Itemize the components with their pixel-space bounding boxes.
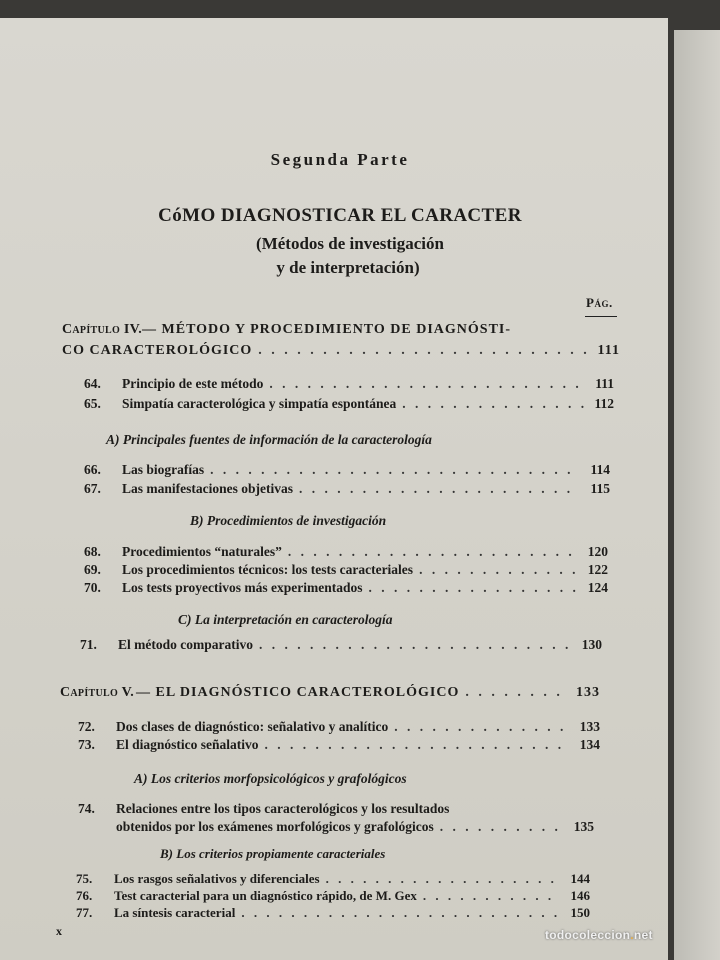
entry-page: 112 [594,396,614,411]
entry-text: La síntesis caracterial [114,905,236,920]
subtitle-line-2: y de interpretación) [276,258,420,277]
entry-number: 67. [84,481,101,496]
toc-entry [84,396,614,412]
toc-entry [84,544,608,560]
entry-text: Los procedimientos técnicos: los tests caracteriales [122,562,414,577]
leader-dots [423,888,560,904]
toc-entry [84,462,610,478]
part-heading: Segunda Parte [270,150,410,169]
leader-dots [288,544,578,560]
entry-page: 111 [595,376,614,391]
chapter-4-line-1 [62,322,620,338]
entry-page: 146 [570,888,590,903]
leader-dots [259,637,572,653]
entry-page: 120 [587,544,608,559]
leader-dots [419,562,578,578]
entry-text: Simpatía caracterológica y simpatía espontánea [122,396,397,411]
entry-number: 73. [78,737,95,752]
watermark-right: net [633,928,653,942]
chapter-4-title-1: — MÉTODO Y PROCEDIMIENTO DE DIAGNÓSTI- [142,322,512,337]
entry-text: Procedimientos “naturales” [122,544,282,559]
entry-page: 144 [570,871,590,886]
watermark [545,928,653,942]
entry-page: 133 [579,719,600,734]
entry-page: 135 [573,819,594,834]
entry-number: 70. [84,580,101,595]
entry-page: 114 [590,462,610,477]
entry-number: 75. [76,871,93,886]
entry-number: 76. [76,888,93,903]
entry-page: 150 [570,905,590,920]
chapter-4-page: 111 [597,343,620,358]
toc-entry [80,637,602,653]
toc-entry [76,888,590,904]
section-heading: C) La interpretación en caracterología [178,612,393,627]
chapter-4-title-2: CO CARACTEROLÓGICO [62,343,253,358]
page-column-label: Pág. [586,295,613,310]
leader-dots [326,871,560,887]
entry-text: Los rasgos señalativos y diferenciales [114,871,320,886]
leader-dots [258,343,590,359]
entry-text: Principio de este método [122,376,264,391]
entry-number: 69. [84,562,101,577]
section-heading: B) Los criterios propiamente caracteriales [160,846,386,861]
entry-page: 130 [581,637,602,652]
section-heading: A) Principales fuentes de información de la caracterología [106,432,432,447]
toc-entry [84,376,614,392]
chapter-4-line-2 [62,343,620,359]
leader-dots [402,396,584,412]
leader-dots [465,685,570,701]
entry-page: 124 [587,580,608,595]
chapter-5-label: Capítulo V. [60,685,135,700]
leader-dots [299,481,580,497]
entry-text: Los tests proyectivos más experimentados [122,580,363,595]
leader-dots [394,719,570,735]
toc-entry [76,871,590,887]
facing-page-edge [674,30,720,960]
watermark-left: todocoleccion [545,928,631,942]
toc-entry [84,562,608,578]
subtitle-line-1: (Métodos de investigación [256,234,444,253]
entry-number: 77. [76,905,93,920]
entry-number: 65. [84,396,101,411]
page-number: x [56,924,62,938]
entry-page: 122 [587,562,608,577]
leader-dots [265,737,570,753]
entry-text: El diagnóstico señalativo [116,737,259,752]
toc-entry-74-line-1 [78,801,598,817]
chapter-5-title: — EL DIAGNÓSTICO CARACTEROLÓGICO [136,685,460,700]
entry-text: obtenidos por los exámenes morfológicos y grafológicos [116,819,434,834]
leader-dots [241,905,560,921]
entry-number: 74. [78,801,95,816]
toc-entry [76,905,590,921]
chapter-4-label: Capítulo IV. [62,322,143,337]
toc-entry [78,719,600,735]
leader-dots [269,376,584,392]
entry-number: 71. [80,637,97,652]
entry-number: 72. [78,719,95,734]
chapter-5-page: 133 [576,685,600,700]
page-column-rule [585,316,617,317]
leader-dots [368,580,578,596]
toc-entry [78,737,600,753]
main-title: CóMO DIAGNOSTICAR EL CARACTER [158,205,522,226]
toc-entry [84,481,610,497]
leader-dots [210,462,580,478]
entry-number: 64. [84,376,101,391]
entry-text: Test caracterial para un diagnóstico rápido, de M. Gex [114,888,417,903]
entry-text: Las biografías [122,462,205,477]
entry-text: Relaciones entre los tipos caracterológicos y los resultados [116,801,450,816]
entry-text: Las manifestaciones objetivas [122,481,293,496]
section-heading: A) Los criterios morfopsicológicos y grafológicos [134,771,407,786]
toc-entry-74-line-2 [116,819,594,835]
entry-text: El método comparativo [118,637,253,652]
entry-number: 66. [84,462,101,477]
toc-entry [84,580,608,596]
watermark-dot: . [630,928,634,942]
section-heading: B) Procedimientos de investigación [190,513,387,528]
entry-text: Dos clases de diagnóstico: señalativo y analítico [116,719,389,734]
entry-page: 115 [590,481,610,496]
entry-number: 68. [84,544,101,559]
entry-page: 134 [579,737,600,752]
chapter-5-line [60,685,600,701]
leader-dots [440,819,564,835]
